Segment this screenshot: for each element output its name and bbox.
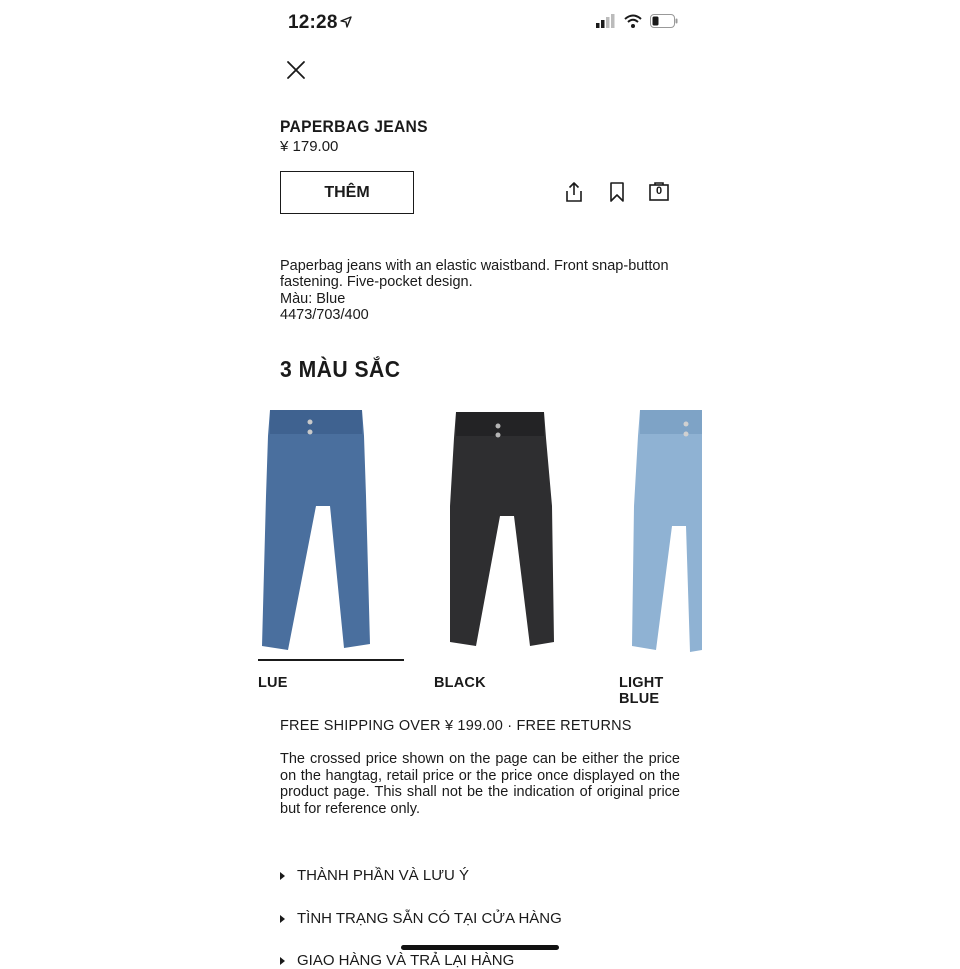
color-label-black[interactable]: BLACK <box>434 675 486 691</box>
battery-icon <box>650 14 678 28</box>
bag-button[interactable] <box>648 180 670 202</box>
description-text: Paperbag jeans with an elastic waistband. Front snap-button fastening. Five-pocket design. <box>280 258 669 291</box>
cart-count: 0 <box>655 185 663 197</box>
color-swatch-light-blue[interactable] <box>628 406 702 656</box>
phone-screen <box>258 0 702 969</box>
home-indicator <box>401 945 559 950</box>
share-icon[interactable] <box>563 181 585 203</box>
accordion-composition[interactable] <box>280 867 469 884</box>
wifi-icon <box>624 14 642 28</box>
bookmark-icon[interactable] <box>606 181 628 203</box>
accordion-label: THÀNH PHẦN VÀ LƯU Ý <box>297 867 470 884</box>
signal-icon <box>596 14 616 28</box>
add-button[interactable] <box>280 171 414 214</box>
add-button-label: THÊM <box>324 183 370 201</box>
color-label-blue[interactable]: LUE <box>258 675 288 691</box>
status-icons <box>596 14 678 28</box>
status-time: 12:28 <box>288 12 338 33</box>
selected-color-indicator <box>258 659 404 661</box>
color-swatch-black[interactable] <box>434 406 584 656</box>
accordion-label: GIAO HÀNG VÀ TRẢ LẠI HÀNG <box>297 952 515 969</box>
chevron-right-icon <box>280 915 285 923</box>
close-icon[interactable] <box>284 58 308 82</box>
accordion-shipping-returns[interactable] <box>280 952 514 969</box>
jeans-image-blue <box>258 406 408 656</box>
shipping-info: FREE SHIPPING OVER ¥ 199.00 · FREE RETURNS <box>280 718 632 734</box>
price-notice: The crossed price shown on the page can be either the price on the hangtag, retail price or the price once displayed on the product page. This shall not be the indication of original price but for reference only. <box>280 751 680 817</box>
jeans-image-light-blue <box>628 406 702 656</box>
location-arrow-icon <box>340 16 352 28</box>
product-title: PAPERBAG JEANS <box>280 117 428 136</box>
chevron-right-icon <box>280 957 285 965</box>
description-reference: 4473/703/400 <box>280 306 369 323</box>
jeans-image-black <box>434 406 584 656</box>
product-description <box>280 258 680 323</box>
accordion-label: TÌNH TRẠNG SẴN CÓ TẠI CỬA HÀNG <box>297 910 562 927</box>
accordion-availability[interactable] <box>280 910 562 927</box>
colors-title: 3 MÀU SẮC <box>280 356 401 382</box>
description-color: Màu: Blue <box>280 290 346 307</box>
product-price: ¥ 179.00 <box>280 138 339 155</box>
chevron-right-icon <box>280 872 285 880</box>
color-label-light-blue[interactable]: LIGHT BLUE <box>619 675 664 707</box>
color-swatch-blue[interactable] <box>258 406 408 656</box>
